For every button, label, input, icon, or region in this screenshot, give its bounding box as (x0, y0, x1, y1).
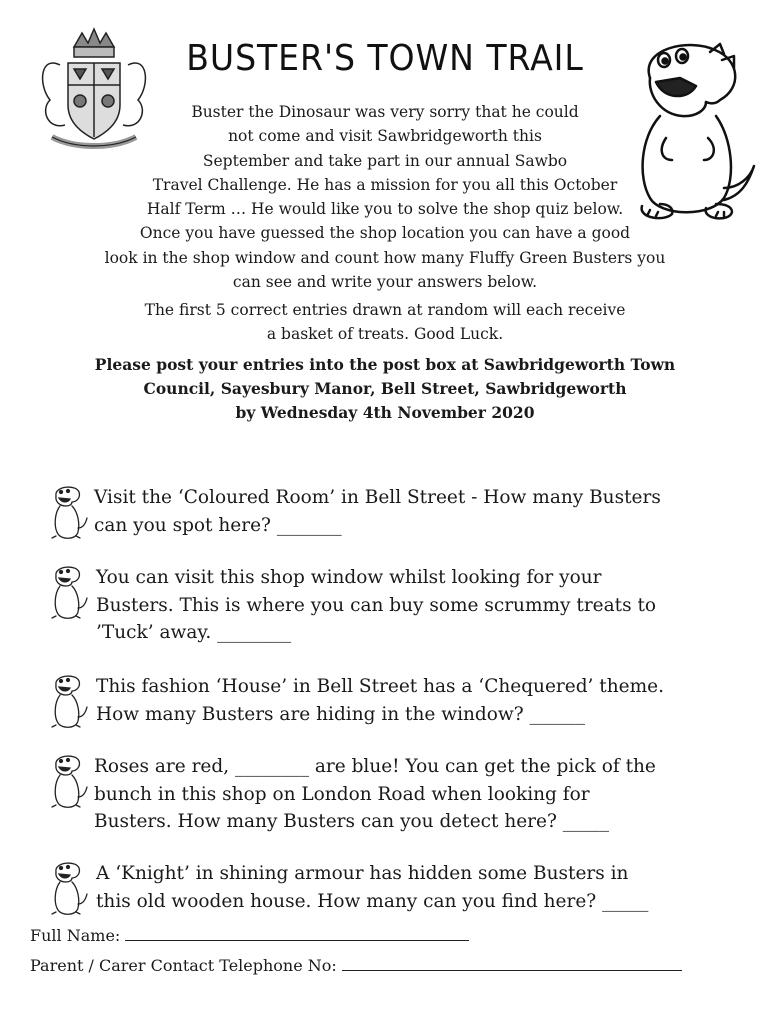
buster-bullet-icon (46, 860, 88, 916)
post-line: Council, Sayesbury Manor, Bell Street, Sawbridgeworth (143, 379, 627, 398)
question-line: ’Tuck’ away. ________ (96, 622, 292, 643)
intro-line: can see and write your answers below. (232, 273, 538, 292)
prize-line: The first 5 correct entries drawn at random will each receive (144, 301, 626, 319)
phone-label: Parent / Carer Contact Telephone No: (30, 956, 337, 975)
buster-bullet-icon (46, 753, 88, 809)
full-name-blank[interactable] (125, 926, 469, 941)
post-instructions (40, 353, 730, 425)
buster-bullet-icon (46, 564, 88, 620)
question-line: can you spot here? _______ (94, 514, 342, 536)
buster-bullet-icon (46, 673, 88, 729)
question-line: Busters. This is where you can buy some scrummy treats to (96, 594, 657, 616)
phone-field[interactable] (30, 956, 682, 975)
buster-bullet-icon (46, 484, 88, 540)
post-line: by Wednesday 4th November 2020 (235, 403, 535, 422)
question-line: Visit the ‘Coloured Room’ in Bell Street - How many Busters (94, 487, 661, 508)
intro-line: Half Term … He would like you to solve the shop quiz below. (146, 200, 624, 219)
question-line: You can visit this shop window whilst looking for your (96, 567, 602, 588)
intro-line: Travel Challenge. He has a mission for you all this October (152, 175, 618, 194)
intro-line: not come and visit Sawbridgeworth this (228, 127, 542, 146)
question-line: Roses are red, ________ are blue! You can get the pick of the (94, 756, 656, 777)
full-name-label: Full Name: (30, 926, 121, 945)
question-line: A ‘Knight’ in shining armour has hidden some Busters in (96, 863, 629, 884)
intro-line: Buster the Dinosaur was very sorry that he could (191, 103, 579, 121)
question-line: bunch in this shop on London Road when looking for (94, 783, 590, 805)
question-line: this old wooden house. How many can you find here? _____ (96, 890, 649, 912)
prize-line: a basket of treats. Good Luck. (266, 325, 504, 344)
page-title: BUSTER'S TOWN TRAIL (186, 38, 584, 79)
intro-line: September and take part in our annual Sawbo (202, 151, 568, 170)
intro-line: look in the shop window and count how many Fluffy Green Busters you (104, 248, 666, 267)
question-line: How many Busters are hiding in the window? ______ (96, 703, 586, 725)
phone-blank[interactable] (342, 956, 682, 971)
question-line: This fashion ‘House’ in Bell Street has a ‘Chequered’ theme. (96, 676, 664, 697)
intro-line: Once you have guessed the shop location you can have a good (139, 224, 631, 243)
prize-paragraph (40, 298, 730, 347)
full-name-field[interactable] (30, 926, 469, 945)
intro-paragraph (40, 100, 730, 294)
post-line: Please post your entries into the post box at Sawbridgeworth Town (94, 355, 676, 374)
question-line: Busters. How many Busters can you detect here? _____ (94, 811, 610, 832)
